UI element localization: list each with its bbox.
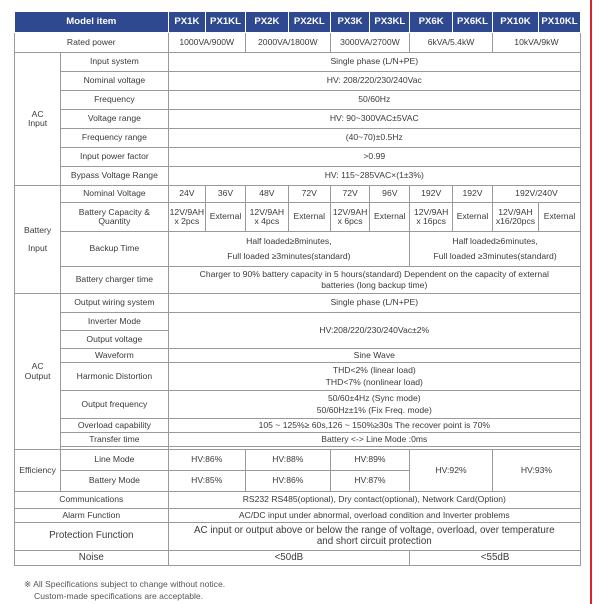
cell-value: HV:208/220/230/240Vac±2% — [168, 313, 580, 349]
section-battery-input — [15, 186, 61, 294]
table-row — [15, 110, 581, 129]
value-line: 50/60Hz±1% (Fix Freq. mode) — [316, 405, 432, 415]
model-header: PX3KL — [370, 12, 410, 33]
cell-value: HV:92% — [410, 450, 493, 492]
cell-value: HV:85% — [168, 471, 245, 492]
value-line: and short circuit protection — [316, 535, 432, 547]
table-row — [15, 294, 581, 313]
row-label: Overload capability — [61, 419, 168, 433]
footnote-line: ※ All Specifications subject to change without notice. — [24, 579, 226, 589]
cell-value: HV:86% — [245, 471, 330, 492]
row-label: Battery Mode — [61, 471, 168, 492]
cell-value: 10kVA/9kW — [492, 33, 580, 53]
cell-value: Single phase (L/N+PE) — [168, 53, 580, 72]
cell-value — [492, 203, 538, 232]
cell-value: HV:93% — [492, 450, 580, 492]
cell-value: 2000VA/1800W — [245, 33, 330, 53]
model-header: PX6KL — [453, 12, 493, 33]
section-ac-input — [15, 53, 61, 186]
row-label: Output frequency — [61, 391, 168, 419]
row-label: Bypass Voltage Range — [61, 167, 168, 186]
table-row — [15, 363, 581, 391]
value-line: 50/60±4Hz (Sync mode) — [327, 392, 421, 403]
label-line: Battery Capacity & — [78, 206, 150, 217]
row-label: Harmonic Distortion — [61, 363, 168, 391]
value-line: 12V/9AH — [498, 206, 533, 217]
value-line: Charger to 90% battery capacity in 5 hours(standard) Dependent on the capacity of external — [199, 268, 549, 279]
cell-value: HV: 208/220/230/240Vac — [168, 72, 580, 91]
table-row — [15, 72, 581, 91]
table-row — [15, 148, 581, 167]
section-label: Battery — [23, 225, 52, 236]
value-line: Full loaded ≥3minutes(standard) — [433, 251, 557, 261]
cell-value: 1000VA/900W — [168, 33, 245, 53]
row-label: Battery charger time — [61, 267, 168, 294]
section-label: Input — [28, 242, 48, 253]
cell-value: 105 ~ 125%≥ 60s,126 ~ 150%≥30s The recover point is 70% — [168, 419, 580, 433]
cell-value: Single phase (L/N+PE) — [168, 294, 580, 313]
table-row — [15, 167, 581, 186]
row-label: Input power factor — [61, 148, 168, 167]
cell-value — [168, 203, 206, 232]
cell-value: 24V — [168, 186, 206, 203]
table-row — [15, 551, 581, 566]
value-line: x 2pcs — [174, 216, 200, 226]
cell-value: 48V — [245, 186, 288, 203]
cell-value — [330, 203, 370, 232]
cell-value: HV:86% — [168, 450, 245, 471]
table-row — [15, 267, 581, 294]
cell-value: RS232 RS485(optional), Dry contact(optional), Network Card(Option) — [168, 492, 580, 509]
section-efficiency: Efficiency — [15, 450, 61, 492]
cell-value: (40~70)±0.5Hz — [168, 129, 580, 148]
row-label — [61, 203, 168, 232]
section-ac-output — [15, 294, 61, 450]
footnote — [24, 578, 225, 602]
table-row — [15, 203, 581, 232]
cell-value — [168, 523, 580, 551]
cell-value — [168, 267, 580, 294]
row-label: Output voltage — [61, 331, 168, 349]
value-line: 12V/9AH — [332, 206, 368, 217]
table-row — [15, 349, 581, 363]
table-row — [15, 523, 581, 551]
cell-value: HV:87% — [330, 471, 409, 492]
table-row — [15, 129, 581, 148]
cell-value: <50dB — [168, 551, 410, 566]
section-label: Output — [24, 370, 51, 381]
cell-value: 192V — [453, 186, 493, 203]
table-row — [15, 433, 581, 447]
cell-value: <55dB — [410, 551, 581, 566]
footnote-line: Custom-made specifications are acceptable. — [34, 591, 204, 601]
table-row — [15, 450, 581, 471]
value-line: x 16pcs — [416, 216, 446, 226]
cell-value — [168, 391, 580, 419]
value-line: THD<7% (nonlinear load) — [325, 377, 423, 387]
cell-value: HV:89% — [330, 450, 409, 471]
cell-value — [245, 203, 288, 232]
table-row — [15, 313, 581, 331]
value-line: AC input or output above or below the range of voltage, overload, over temperature — [194, 525, 555, 537]
table-row — [15, 419, 581, 433]
value-line: 12V/9AH — [169, 206, 205, 217]
cell-value: HV: 115~285VAC×(1±3%) — [168, 167, 580, 186]
spec-table — [14, 11, 581, 566]
row-label: Waveform — [61, 349, 168, 363]
row-label: Nominal voltage — [61, 72, 168, 91]
section-label: Input — [28, 118, 48, 128]
table-row — [15, 53, 581, 72]
row-label: Line Mode — [61, 450, 168, 471]
cell-value: HV: 90~300VAC±5VAC — [168, 110, 580, 129]
value-line: batteries (long backup time) — [321, 280, 428, 290]
table-row — [15, 186, 581, 203]
row-label: Rated power — [15, 33, 169, 53]
model-item-header: Model item — [15, 12, 169, 33]
cell-value: External — [370, 203, 410, 232]
cell-value: 36V — [206, 186, 246, 203]
rated-power-row — [15, 33, 581, 53]
model-header: PX1K — [168, 12, 206, 33]
row-label: Output wiring system — [61, 294, 168, 313]
value-line: Half loaded≥6minutes, — [452, 235, 538, 246]
header-row — [15, 12, 581, 33]
cell-value: 50/60Hz — [168, 91, 580, 110]
section-label: AC — [31, 108, 44, 119]
cell-value — [168, 363, 580, 391]
model-header: PX10KL — [539, 12, 581, 33]
row-label: Alarm Function — [15, 509, 169, 523]
row-label: Transfer time — [61, 433, 168, 447]
value-line: 12V/9AH — [249, 206, 285, 217]
table-row — [15, 391, 581, 419]
cell-value: 192V — [410, 186, 453, 203]
value-line: Full loaded ≥3minutes(standard) — [227, 251, 351, 261]
cell-value: Battery <-> Line Mode :0ms — [168, 433, 580, 447]
cell-value: AC/DC input under abnormal, overload condition and Inverter problems — [168, 509, 580, 523]
row-label: Protection Function — [15, 523, 169, 551]
cell-value: 192V/240V — [492, 186, 580, 203]
cell-value: HV:88% — [245, 450, 330, 471]
label-line: Quantity — [98, 216, 131, 226]
cell-value — [168, 232, 410, 267]
table-row — [15, 492, 581, 509]
cell-value — [410, 232, 581, 267]
cell-value: >0.99 — [168, 148, 580, 167]
cell-value: External — [288, 203, 330, 232]
value-line: Half loaded≥8minutes, — [246, 235, 332, 246]
cell-value: 6kVA/5.4kW — [410, 33, 493, 53]
value-line: x 6pcs — [337, 216, 363, 226]
section-label: AC — [31, 361, 44, 372]
table-row — [15, 91, 581, 110]
row-label: Voltage range — [61, 110, 168, 129]
row-label: Input system — [61, 53, 168, 72]
cell-value — [410, 203, 453, 232]
cell-value: External — [206, 203, 246, 232]
model-header: PX10K — [492, 12, 538, 33]
table-row — [15, 509, 581, 523]
cell-value: External — [539, 203, 581, 232]
model-header: PX6K — [410, 12, 453, 33]
value-line: THD<2% (linear load) — [332, 364, 416, 375]
row-label: Frequency range — [61, 129, 168, 148]
row-label: Nominal Voltage — [61, 186, 168, 203]
row-label: Backup Time — [61, 232, 168, 267]
value-line: 12V/9AH — [413, 206, 449, 217]
cell-value: Sine Wave — [168, 349, 580, 363]
cell-value: 3000VA/2700W — [330, 33, 409, 53]
model-header: PX2K — [245, 12, 288, 33]
row-label: Noise — [15, 551, 169, 566]
row-label: Inverter Mode — [61, 313, 168, 331]
cell-value: 72V — [330, 186, 370, 203]
table-row — [15, 232, 581, 267]
cell-value: External — [453, 203, 493, 232]
value-line: x 4pcs — [254, 216, 280, 226]
cell-value: 96V — [370, 186, 410, 203]
model-header: PX2KL — [288, 12, 330, 33]
model-header: PX3K — [330, 12, 370, 33]
cell-value: 72V — [288, 186, 330, 203]
row-label: Communications — [15, 492, 169, 509]
model-header: PX1KL — [206, 12, 246, 33]
row-label: Frequency — [61, 91, 168, 110]
value-line: x16/20pcs — [495, 216, 536, 226]
